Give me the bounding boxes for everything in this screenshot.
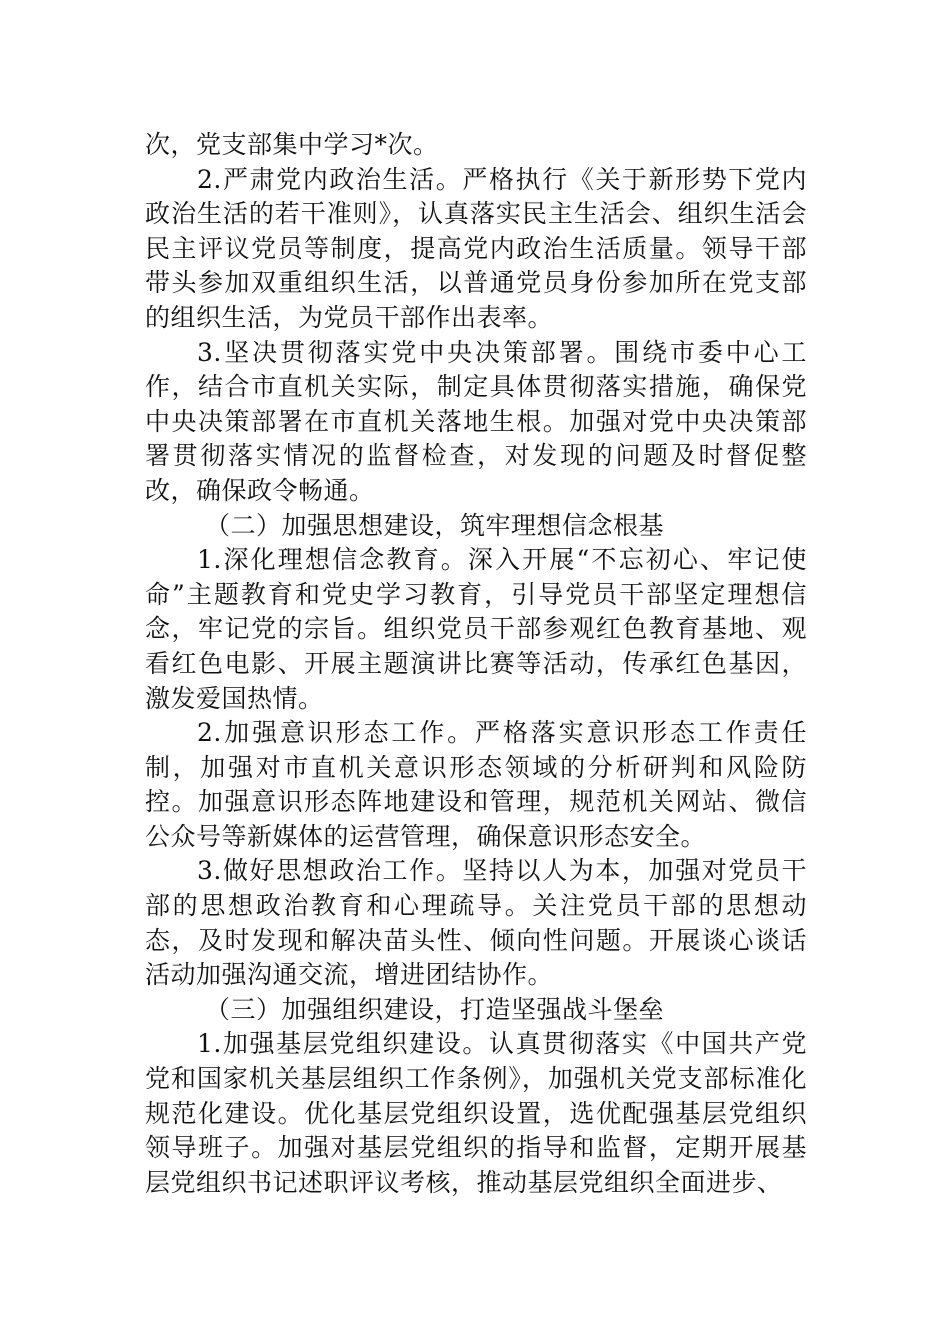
paragraph-item-3-political-work: 3.做好思想政治工作。坚持以人为本，加强对党员干部的思想政治教育和心理疏导。关注党员干部的思想动态，及时发现和解决苗头性、倾向性问题。开展谈心谈话活动加强沟通交流，增进团结协作。 <box>145 856 807 990</box>
section-heading-organization: （三）加强组织建设，打造坚强战斗堡垒 <box>205 994 665 1024</box>
paragraph-item-1-grassroots: 1.加强基层党组织建设。认真贯彻落实《中国共产党党和国家机关基层组织工作条例》，加强机关党支部标准化规范化建设。优化基层党组织设置，选优配强基层党组织领导班子。加强对基层党组织的指导和监督，定期开展基层党组织书记述职评议考核，推动基层党组织全面进步、 <box>145 1029 807 1197</box>
paragraph-item-2-ideology: 2.加强意识形态工作。严格落实意识形态工作责任制，加强对市直机关意识形态领域的分析研判和风险防控。加强意识形态阵地建设和管理，规范机关网站、微信公众号等新媒体的运营管理，确保意识形态安全。 <box>145 718 807 851</box>
paragraph-item-2-political-life: 2.严肃党内政治生活。严格执行《关于新形势下党内政治生活的若干准则》，认真落实民主生活会、组织生活会民主评议党员等制度，提高党内政治生活质量。领导干部带头参加双重组织生活，以普通党员身份参加所在党支部的组织生活，为党员干部作出表率。 <box>145 164 807 332</box>
document-body <box>145 128 807 1200</box>
paragraph-item-3-decisions: 3.坚决贯彻落实党中央决策部署。围绕市委中心工作，结合市直机关实际，制定具体贯彻落实措施，确保党中央决策部署在市直机关落地生根。加强对党中央决策部署贯彻落实情况的监督检查，对发现的问题及时督促整改，确保政令畅通。 <box>145 337 807 505</box>
paragraph-continuation: 次，党支部集中学习*次。 <box>145 130 439 159</box>
paragraph-item-1-ideals: 1.深化理想信念教育。深入开展“不忘初心、牢记使命”主题教育和党史学习教育，引导党员干部坚定理想信念，牢记党的宗旨。组织党员干部参观红色教育基地、观看红色电影、开展主题演讲比赛等活动，传承红色基因，激发爱国热情。 <box>145 545 807 713</box>
section-heading-ideological: （二）加强思想建设，筑牢理想信念根基 <box>205 510 665 540</box>
